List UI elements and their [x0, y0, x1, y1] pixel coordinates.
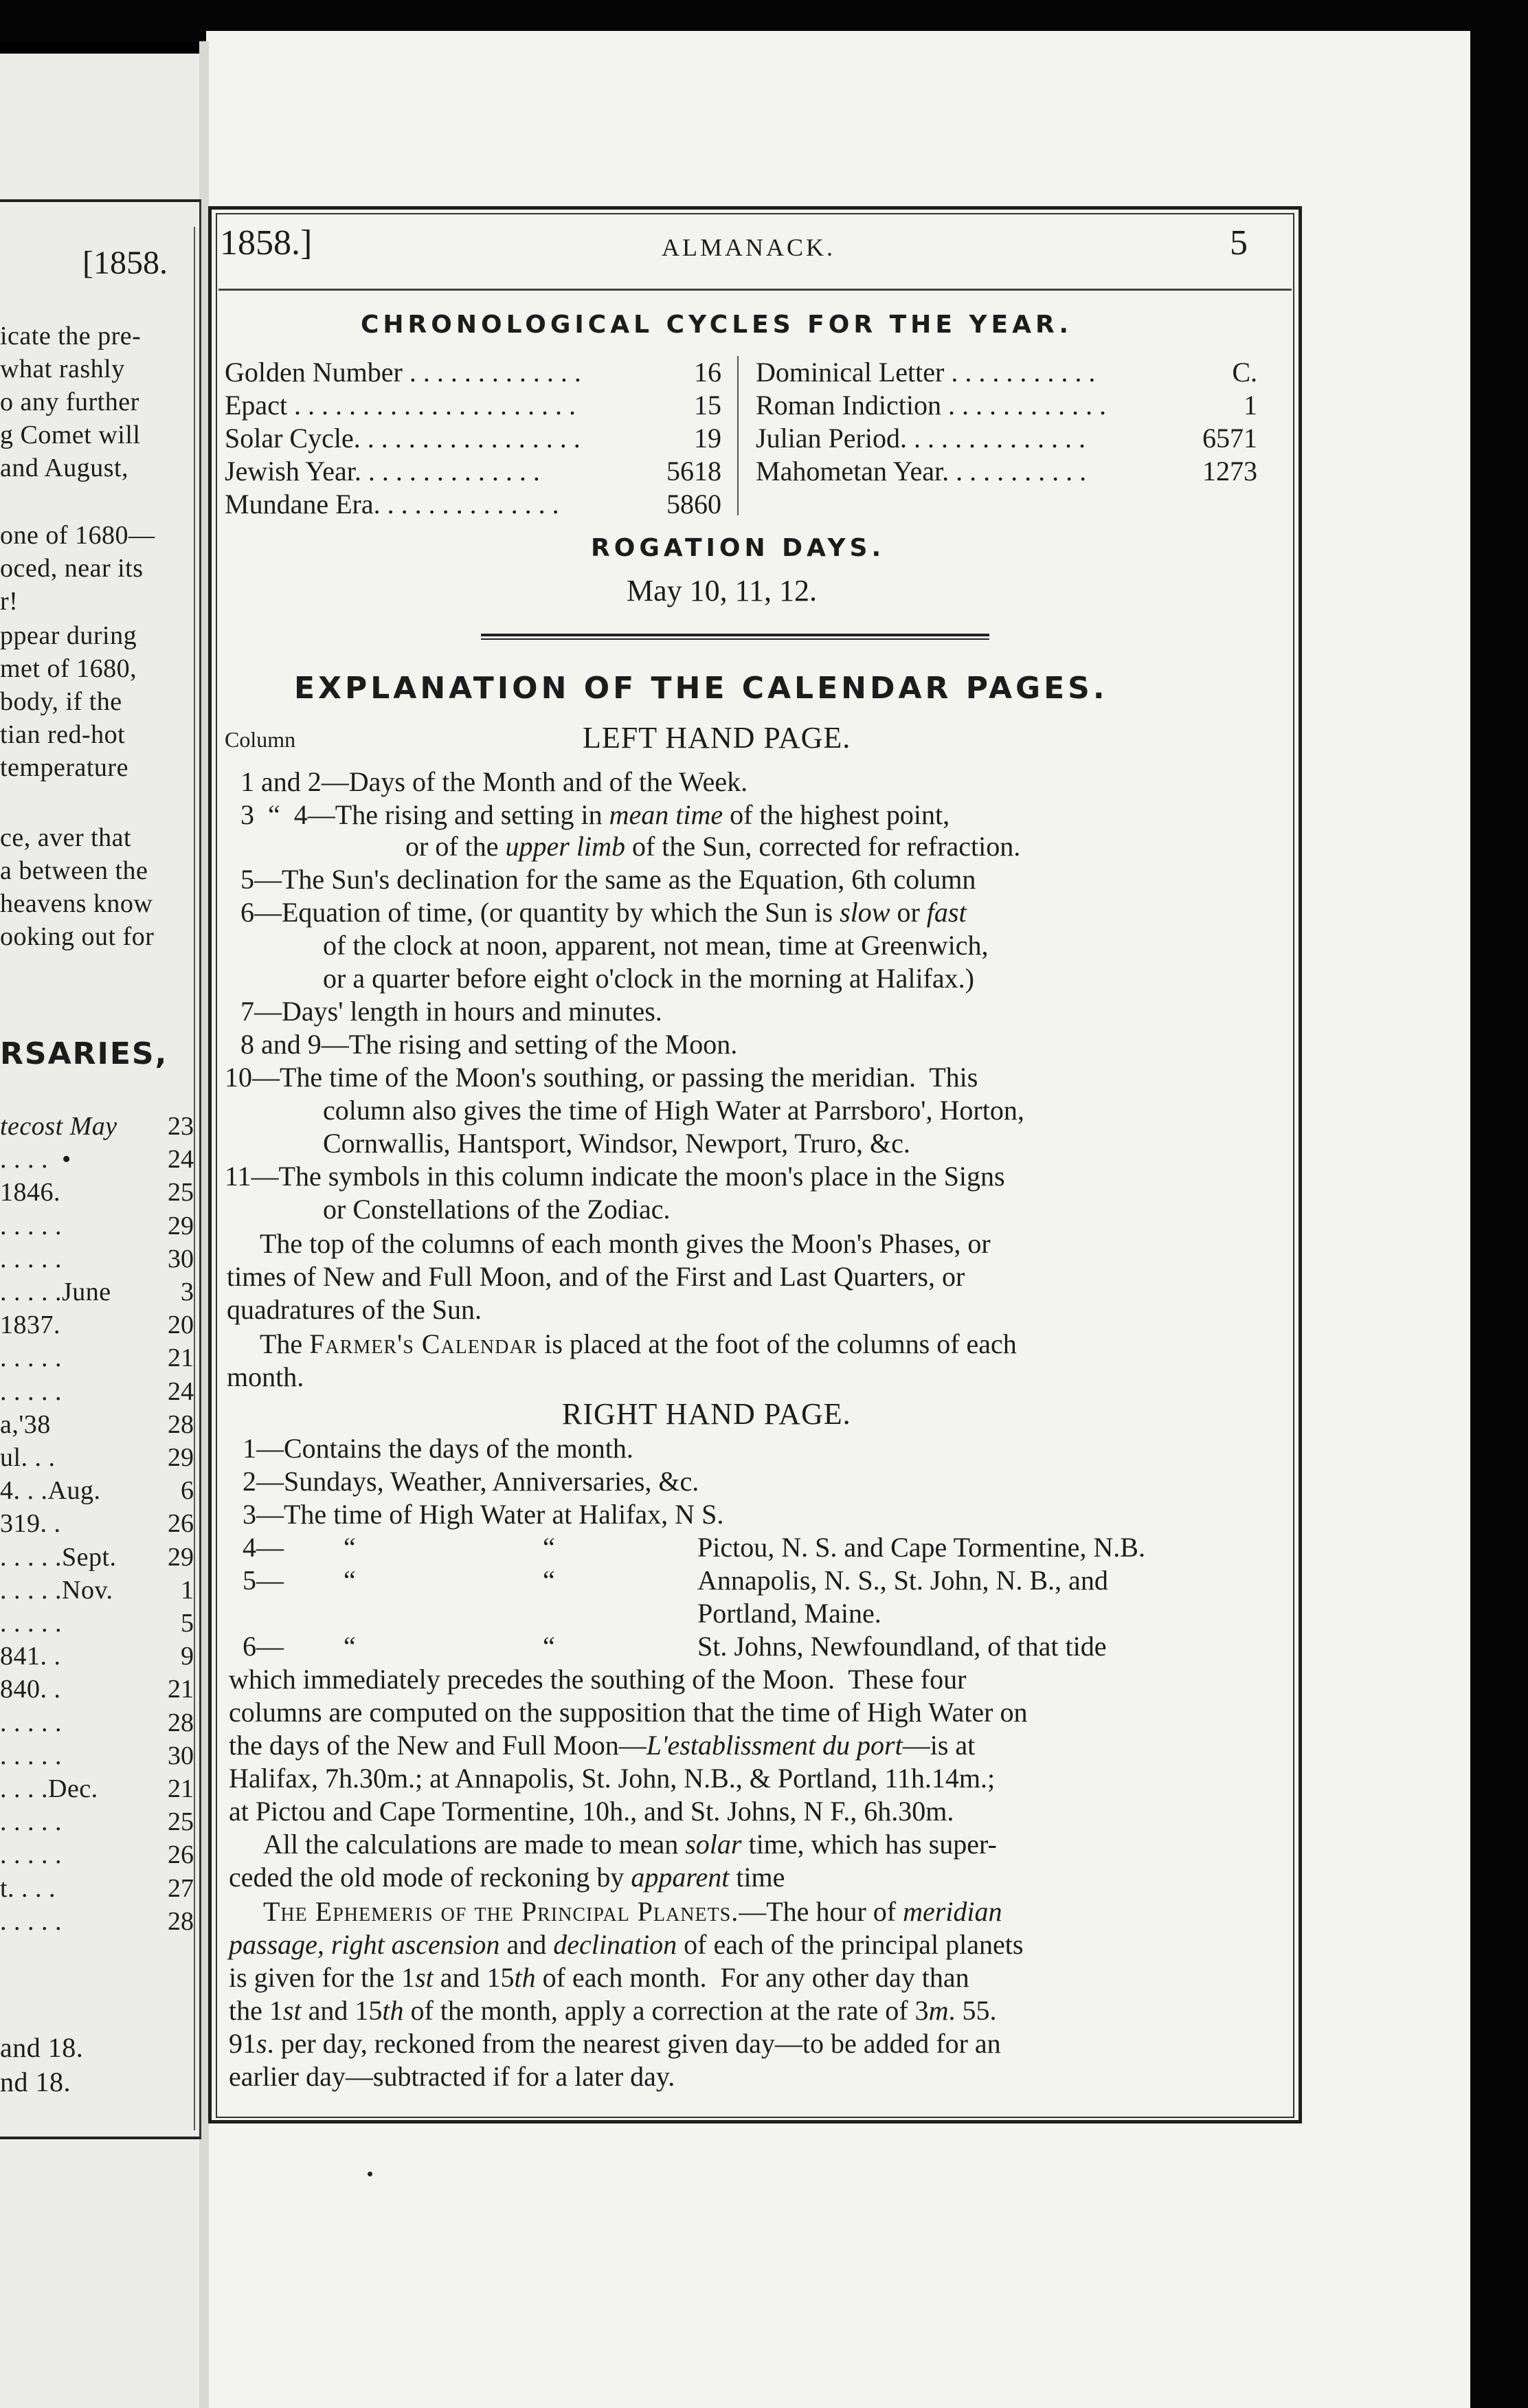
anniversary-entry-date: 23	[168, 1112, 194, 1141]
ditto-mark: “	[543, 1631, 555, 1662]
anniversary-entry-text: 1837.	[0, 1311, 60, 1339]
facing-text-line: oced, near its	[0, 554, 144, 583]
anniversary-entry-text: . . . .Dec.	[0, 1774, 98, 1803]
anniversary-entry-date: 30	[168, 1245, 194, 1273]
explanation-line: or Constellations of the Zodiac.	[323, 1194, 671, 1225]
explanation-line: or a quarter before eight o'clock in the morning at Halifax.)	[323, 963, 974, 994]
explanation-line: 1 and 2—Days of the Month and of the Week.	[240, 766, 748, 797]
explanation-line: the 1st and 15th of the month, apply a correction at the rate of 3m. 55.	[229, 1995, 997, 2026]
explanation-line: column also gives the time of High Water at Parrsboro', Horton,	[323, 1095, 1024, 1126]
cycle-label: Roman Indiction . . . . . . . . . . . .	[756, 390, 1106, 421]
anniversary-entry-text: tecost May	[0, 1112, 117, 1141]
facing-text-line: r!	[0, 587, 19, 616]
facing-text-line: a between the	[0, 856, 148, 885]
explanation-line: or of the upper limb of the Sun, corrected for refraction.	[405, 831, 1021, 862]
page-number: 5	[1230, 223, 1248, 263]
anniversary-entry-text: t. . . .	[0, 1874, 56, 1903]
anniversary-entry-date: 1	[181, 1576, 194, 1605]
facing-text-line: tian red-hot	[0, 720, 126, 749]
facing-text-line: ooking out for	[0, 922, 155, 951]
explanation-line: The Ephemeris of the Principal Planets.—The hour of meridian	[263, 1896, 1002, 1927]
explanation-line: ceded the old mode of reckoning by apparent time	[229, 1862, 785, 1893]
anniversary-entry-text: . . . . .	[0, 1344, 62, 1372]
facing-text-line: and August,	[0, 454, 129, 482]
anniversary-entry-text: . . . . .	[0, 1377, 62, 1406]
explanation-line: 3 “ 4—The rising and setting in mean time of the highest point,	[240, 799, 950, 830]
scan-speck	[368, 2172, 372, 2176]
rogation-dates: May 10, 11, 12.	[627, 574, 818, 607]
rogation-heading: ROGATION DAYS.	[591, 534, 886, 562]
anniversary-entry-text: 840. .	[0, 1675, 61, 1704]
anniversary-entry-text: . . . . .June	[0, 1278, 111, 1306]
anniversary-entry-date: 26	[168, 1840, 194, 1869]
explanation-line: Cornwallis, Hantsport, Windsor, Newport, Truro, &c.	[323, 1128, 910, 1159]
facing-text-line: temperature	[0, 753, 128, 782]
anniversary-entry-text: a,'38	[0, 1410, 51, 1439]
cycle-label: Julian Period. . . . . . . . . . . . . .	[756, 423, 1086, 454]
anniversary-entry-date: 3	[181, 1278, 194, 1306]
running-title: ALMANACK.	[662, 234, 836, 261]
anniversary-entry-date: 28	[168, 1410, 194, 1439]
cycle-value: 15	[694, 390, 721, 421]
explanation-line: Portland, Maine.	[697, 1598, 881, 1629]
explanation-line: 10—The time of the Moon's southing, or passing the meridian. This	[225, 1062, 978, 1093]
anniversary-entry-date: 25	[168, 1178, 194, 1207]
explanation-line: 6—Equation of time, (or quantity by which the Sun is slow or fast	[240, 897, 967, 928]
explanation-heading: EXPLANATION OF THE CALENDAR PAGES.	[294, 671, 1108, 706]
cycle-value: 1	[1244, 390, 1257, 421]
anniversary-entry-date: 29	[168, 1212, 194, 1240]
anniversary-entry-date: 24	[168, 1377, 194, 1406]
anniversary-entry-text: . . . . .	[0, 1212, 62, 1240]
explanation-line: 2—Sundays, Weather, Anniversaries, &c.	[243, 1466, 699, 1497]
explanation-line: the days of the New and Full Moon—L'establissment du port—is at	[229, 1730, 976, 1761]
anniversary-entry-text: . . . . .	[0, 1609, 62, 1638]
explanation-line: columns are computed on the supposition that the time of High Water on	[229, 1697, 1028, 1728]
right-hand-page-subheading: RIGHT HAND PAGE.	[562, 1397, 851, 1431]
anniversary-entry-date: 5	[181, 1609, 194, 1638]
cycle-value: 1273	[1202, 456, 1257, 487]
anniversary-entry-date: 28	[168, 1907, 194, 1936]
cycle-value: 5618	[666, 456, 721, 487]
anniversary-entry-date: 21	[168, 1344, 194, 1372]
facing-text-line: ce, aver that	[0, 823, 132, 852]
explanation-line: 5—The Sun's declination for the same as the Equation, 6th column	[240, 864, 976, 895]
section-divider	[481, 634, 989, 640]
anniversary-entry-date: 21	[168, 1774, 194, 1803]
anniversary-entry-text: . . . . •	[0, 1145, 71, 1174]
explanation-line: The Farmer's Calendar is placed at the foot of the columns of each	[260, 1328, 1017, 1359]
facing-text-line: one of 1680—	[0, 521, 155, 550]
explanation-line-number: 6—	[243, 1631, 284, 1662]
anniversary-entry-date: 20	[168, 1311, 194, 1339]
facing-text-line: o any further	[0, 388, 139, 416]
anniversary-entry-text: . . . . .	[0, 1840, 62, 1869]
anniversary-entry-date: 29	[168, 1543, 194, 1572]
facing-page-heading: RSARIES,	[0, 1036, 168, 1071]
anniversary-entry-text: . . . . .	[0, 1708, 62, 1737]
anniversary-entry-date: 30	[168, 1741, 194, 1770]
facing-text-line: met of 1680,	[0, 654, 137, 683]
explanation-line-number: 5—	[243, 1565, 284, 1596]
anniversary-entry-date: 24	[168, 1145, 194, 1174]
anniversary-entry-text: 319. .	[0, 1509, 61, 1538]
anniversary-entry-date: 9	[181, 1642, 194, 1671]
ditto-mark: “	[344, 1532, 356, 1563]
facing-page-header: [1858.	[82, 245, 168, 281]
anniversary-entry-date: 21	[168, 1675, 194, 1704]
explanation-line: times of New and Full Moon, and of the First and Last Quarters, or	[227, 1261, 965, 1292]
ditto-mark: “	[543, 1565, 555, 1596]
explanation-line: 1—Contains the days of the month.	[243, 1433, 633, 1464]
anniversary-entry-text: 841. .	[0, 1642, 61, 1671]
ditto-mark: “	[543, 1532, 555, 1563]
explanation-line: which immediately precedes the southing of the Moon. These four	[229, 1664, 967, 1695]
anniversary-entry-text: . . . . .	[0, 1907, 62, 1936]
cycle-label: Mundane Era. . . . . . . . . . . . . .	[225, 489, 559, 520]
explanation-line: The top of the columns of each month gives the Moon's Phases, or	[260, 1228, 991, 1259]
explanation-line: quadratures of the Sun.	[227, 1294, 482, 1325]
anniversary-entry-date: 26	[168, 1509, 194, 1538]
scan-border-right	[1470, 0, 1528, 2408]
explanation-line: St. Johns, Newfoundland, of that tide	[697, 1631, 1107, 1662]
anniversary-entry-text: ul. . .	[0, 1443, 56, 1472]
explanation-line: Annapolis, N. S., St. John, N. B., and	[697, 1565, 1108, 1596]
facing-footer-line: and 18.	[0, 2032, 84, 2063]
anniversary-entry-text: . . . . .	[0, 1807, 62, 1836]
anniversary-entry-text: . . . . .	[0, 1741, 62, 1770]
explanation-line: earlier day—subtracted if for a later day.	[229, 2061, 675, 2092]
explanation-line: month.	[227, 1361, 304, 1392]
anniversary-entry-text: . . . . .Nov.	[0, 1576, 113, 1605]
explanation-line: is given for the 1st and 15th of each month. For any other day than	[229, 1962, 969, 1993]
explanation-line: 11—The symbols in this column indicate the moon's place in the Signs	[225, 1161, 1005, 1192]
ditto-mark: “	[344, 1565, 356, 1596]
facing-text-line: ppear during	[0, 621, 137, 650]
anniversary-entry-date: 25	[168, 1807, 194, 1836]
anniversary-entry-text: . . . . .	[0, 1245, 62, 1273]
explanation-line: 91s. per day, reckoned from the nearest given day—to be added for an	[229, 2028, 1001, 2059]
explanation-line: at Pictou and Cape Tormentine, 10h., and St. Johns, N F., 6h.30m.	[229, 1796, 954, 1827]
explanation-line: Pictou, N. S. and Cape Tormentine, N.B.	[697, 1532, 1145, 1563]
left-hand-page-subheading: LEFT HAND PAGE.	[583, 721, 851, 755]
facing-text-line: g Comet will	[0, 421, 141, 449]
anniversary-entry-date: 6	[181, 1476, 194, 1505]
facing-text-line: what rashly	[0, 355, 125, 383]
cycle-label: Dominical Letter . . . . . . . . . . .	[756, 357, 1096, 388]
explanation-line: 7—Days' length in hours and minutes.	[240, 996, 662, 1027]
anniversary-entry-text: 4. . .Aug.	[0, 1476, 101, 1505]
facing-text-line: icate the pre-	[0, 322, 142, 350]
cycle-label: Golden Number . . . . . . . . . . . . .	[225, 357, 581, 388]
column-label: Column	[225, 727, 296, 752]
cycle-value: 5860	[666, 489, 721, 520]
facing-footer-line: nd 18.	[0, 2066, 71, 2097]
cycle-label: Solar Cycle. . . . . . . . . . . . . . . . .	[225, 423, 581, 454]
ditto-mark: “	[344, 1631, 356, 1662]
explanation-line: passage, right ascension and declination of each of the principal planets	[229, 1929, 1024, 1960]
explanation-line: Halifax, 7h.30m.; at Annapolis, St. John, N.B., & Portland, 11h.14m.;	[229, 1763, 996, 1794]
anniversary-entry-text: . . . . .Sept.	[0, 1543, 117, 1572]
anniversary-entry-date: 28	[168, 1708, 194, 1737]
cycle-label: Epact . . . . . . . . . . . . . . . . . . . . .	[225, 390, 576, 421]
cycles-heading: CHRONOLOGICAL CYCLES FOR THE YEAR.	[361, 311, 1073, 339]
cycles-divider	[737, 356, 739, 515]
cycle-value: C.	[1232, 357, 1257, 388]
explanation-line: 3—The time of High Water at Halifax, N S.	[243, 1499, 724, 1530]
anniversary-entry-date: 27	[168, 1874, 194, 1903]
header-rule	[218, 289, 1292, 291]
anniversary-entry-date: 29	[168, 1443, 194, 1472]
explanation-line: All the calculations are made to mean solar time, which has super-	[263, 1829, 997, 1860]
explanation-line-number: 4—	[243, 1532, 284, 1563]
cycle-label: Mahometan Year. . . . . . . . . . .	[756, 456, 1087, 487]
cycle-value: 6571	[1202, 423, 1257, 454]
cycle-value: 16	[694, 357, 721, 388]
cycle-label: Jewish Year. . . . . . . . . . . . . .	[225, 456, 540, 487]
explanation-line: of the clock at noon, apparent, not mean, time at Greenwich,	[323, 930, 989, 961]
facing-text-line: body, if the	[0, 687, 122, 716]
anniversary-entry-text: 1846.	[0, 1178, 60, 1207]
cycle-value: 19	[694, 423, 721, 454]
page-year: 1858.]	[220, 223, 313, 263]
explanation-line: 8 and 9—The rising and setting of the Moon.	[240, 1029, 738, 1060]
facing-text-line: heavens know	[0, 889, 153, 918]
